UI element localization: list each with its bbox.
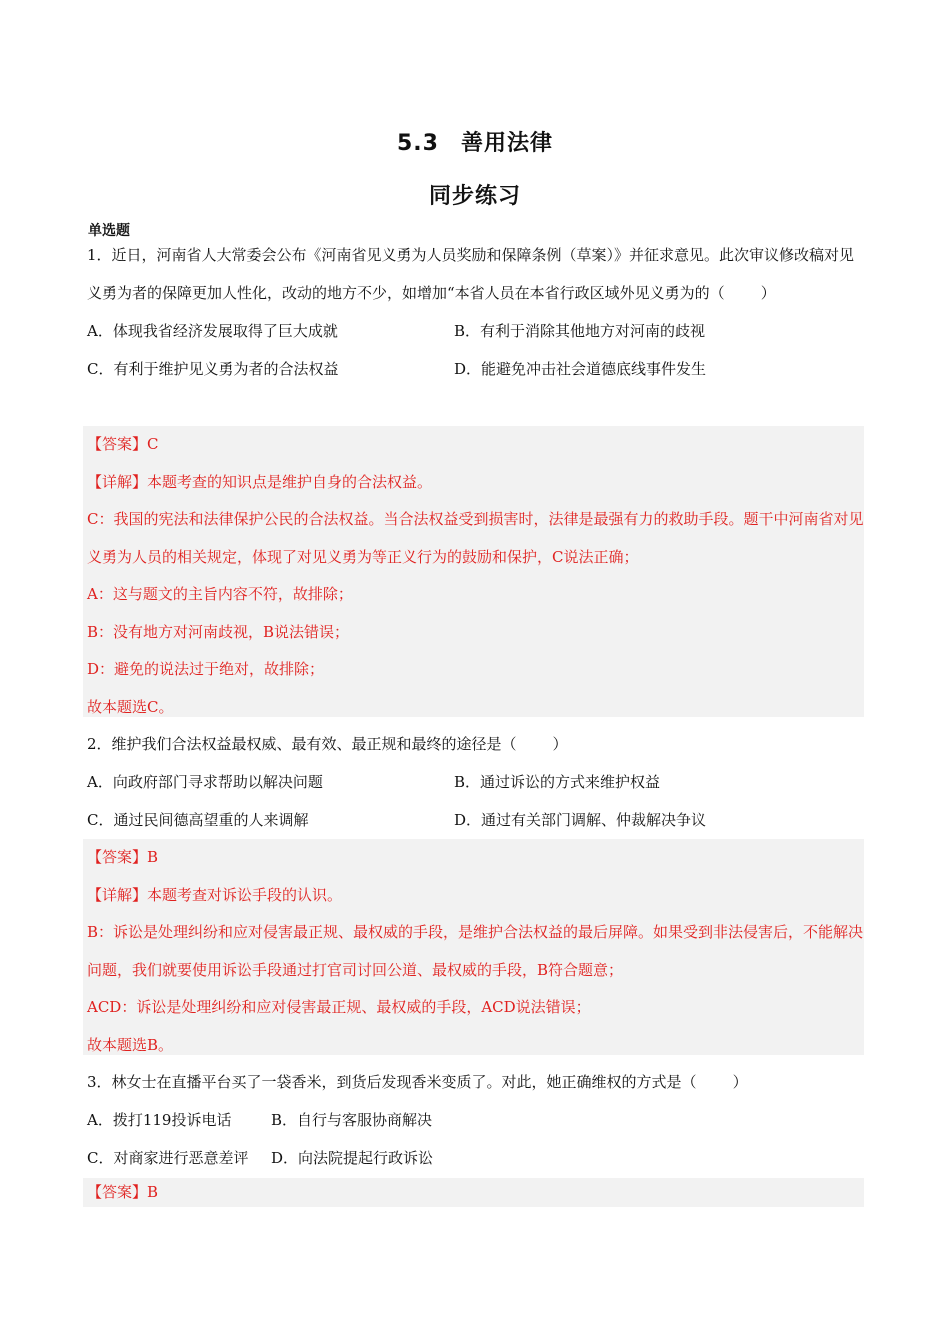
- analysis-line: A：这与题文的主旨内容不符，故排除；: [87, 585, 353, 603]
- analysis-line: C：我国的宪法和法律保护公民的合法权益。当合法权益受到损害时，法律是最强有力的救助手段。题干中河南省对见义勇为人员的相关规定，体现了对见义勇为等正义行为的鼓励和保护，C说法正确；: [87, 510, 864, 566]
- answer-line: 【答案】C: [87, 435, 159, 453]
- detail-line: 【详解】本题考查的知识点是维护自身的合法权益。: [87, 472, 433, 491]
- option-d: D．向法院提起行政诉讼: [271, 1149, 434, 1167]
- lesson-title: [0, 126, 950, 157]
- analysis-line: 故本题选B。: [87, 1035, 174, 1054]
- detail-line: 【详解】本题考查对诉讼手段的认识。: [87, 885, 343, 904]
- options-row: [87, 312, 865, 350]
- option-c: C．有利于维护见义勇为者的合法权益: [87, 360, 339, 378]
- answer-block-2: [83, 839, 864, 1055]
- option-d: D．通过有关部门调解、仲裁解决争议: [454, 811, 707, 829]
- question-1: [87, 236, 865, 388]
- question-3: [87, 1063, 865, 1177]
- lesson-number: 5.3: [397, 131, 439, 156]
- answer-line: 【答案】B: [87, 1183, 159, 1201]
- option-a: A．拨打119投诉电话: [87, 1111, 232, 1129]
- question-stem: 2．维护我们合法权益最权威、最有效、最正规和最终的途径是（ ）: [87, 735, 568, 753]
- option-b: B．自行与客服协商解决: [271, 1111, 433, 1129]
- lesson-subtitle: 同步练习: [428, 184, 521, 209]
- option-c: C．通过民间德高望重的人来调解: [87, 811, 309, 829]
- answer-block-1: [83, 426, 864, 717]
- question-2: [87, 725, 865, 839]
- options-row: [87, 801, 865, 839]
- lesson-name: 善用法律: [460, 131, 553, 156]
- question-stem: 1．近日，河南省人大常委会公布《河南省见义勇为人员奖励和保障条例（草案）》并征求意见。此次审议修改稿对见义勇为者的保障更加人性化，改动的地方不少，如增加“本省人员在本省行政区域外见义勇为的（ ）: [87, 246, 855, 302]
- analysis-line: B：没有地方对河南歧视，B说法错误；: [87, 622, 350, 641]
- options-row: [87, 763, 865, 801]
- options-row: [87, 1101, 865, 1139]
- analysis-line: D：避免的说法过于绝对，故排除；: [87, 660, 325, 678]
- analysis-line: ACD：诉讼是处理纠纷和应对侵害最正规、最权威的手段，ACD说法错误；: [87, 998, 591, 1016]
- option-b: B．通过诉讼的方式来维护权益: [454, 773, 661, 791]
- option-c: C．对商家进行恶意差评: [87, 1149, 249, 1167]
- options-row: [87, 1139, 865, 1177]
- answer-value: B: [147, 848, 159, 866]
- analysis-line: 故本题选C。: [87, 697, 174, 716]
- answer-value: B: [147, 1183, 159, 1201]
- section-label: 单选题: [88, 223, 130, 239]
- analysis-line: B：诉讼是处理纠纷和应对侵害最正规、最权威的手段，是维护合法权益的最后屏障。如果受到非法侵害后，不能解决问题，我们就要使用诉讼手段通过打官司讨回公道、最权威的手段，B符合题意；: [87, 923, 864, 979]
- options-row: [87, 350, 865, 388]
- option-b: B．有利于消除其他地方对河南的歧视: [454, 322, 706, 340]
- answer-value: C: [147, 435, 159, 453]
- answer-block-3: [83, 1178, 864, 1207]
- option-d: D．能避免冲击社会道德底线事件发生: [454, 360, 707, 378]
- option-a: A．向政府部门寻求帮助以解决问题: [87, 773, 323, 791]
- option-a: A．体现我省经济发展取得了巨大成就: [87, 322, 338, 340]
- question-stem: 3．林女士在直播平台买了一袋香米，到货后发现香米变质了。对此，她正确维权的方式是（ ）: [87, 1073, 748, 1091]
- answer-line: 【答案】B: [87, 848, 159, 866]
